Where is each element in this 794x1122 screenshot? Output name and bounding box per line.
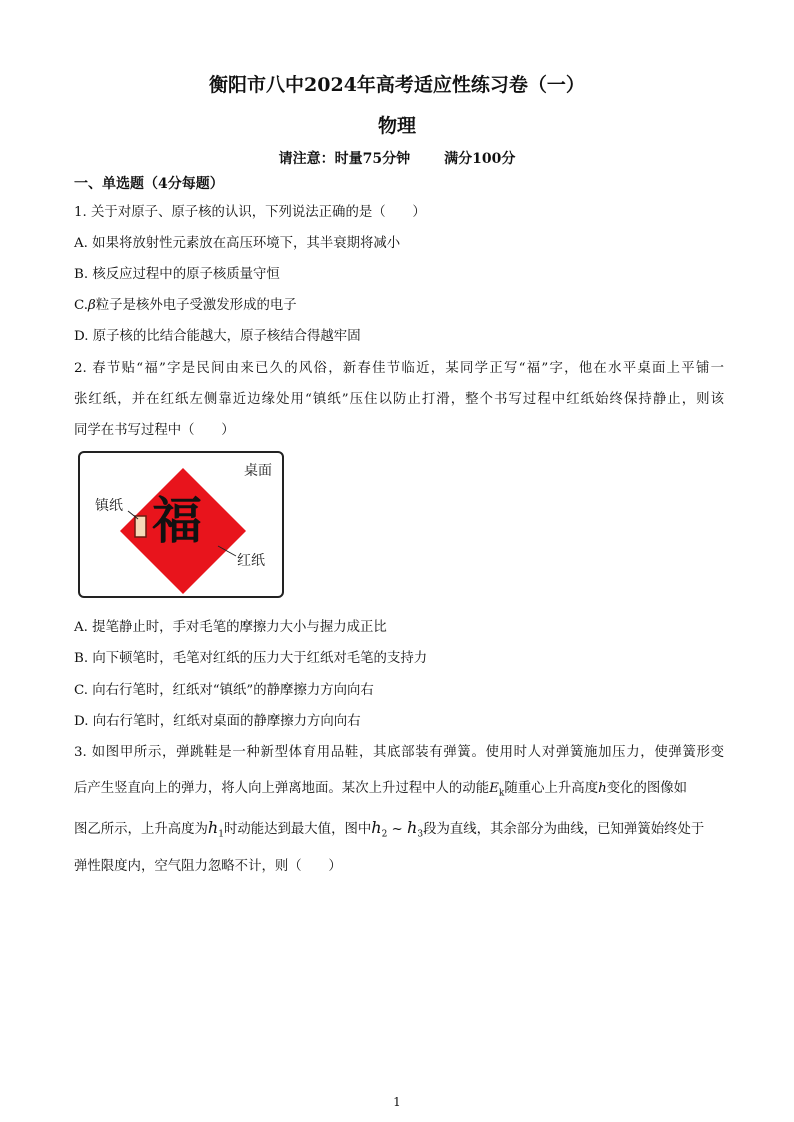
- section-heading: 一、单选题（4分每题）: [74, 176, 224, 192]
- q2-option-d: D. 向右行笔时，红纸对桌面的静摩擦力方向向右: [74, 714, 361, 729]
- q1-option-a: A. 如果将放射性元素放在高压环境下，其半衰期将减小: [74, 236, 401, 251]
- fu-character: 福: [152, 491, 202, 550]
- q2-stem-line3: 同学在书写过程中（ ）: [74, 423, 235, 438]
- paper-label: 红纸: [237, 553, 265, 569]
- full-score: 满分100分: [444, 151, 516, 167]
- exam-notice: [0, 148, 794, 168]
- subject-title: 物理: [377, 115, 416, 137]
- h3-symbol: h: [407, 818, 418, 837]
- q3-stem-line1: 3. 如图甲所示，弹跳鞋是一种新型体育用品鞋，其底部装有弹簧。使用时人对弹簧施加压力，使弹簧形变: [74, 745, 724, 760]
- q1-option-c: [74, 294, 724, 313]
- q1-option-b: B. 核反应过程中的原子核质量守恒: [74, 267, 280, 282]
- h-symbol: h: [598, 781, 607, 796]
- page-number: 1: [393, 1095, 401, 1109]
- weight-label: 镇纸: [95, 498, 123, 514]
- q2-option-a: A. 提笔静止时，手对毛笔的摩擦力大小与握力成正比: [74, 620, 387, 635]
- q2-option-b: B. 向下顿笔时，毛笔对红纸的压力大于红纸对毛笔的支持力: [74, 651, 428, 666]
- q3-stem-line2: 后产生竖直向上的弹力，将人向上弹离地面。某次上升过程中人的动能$E_k$随重心上升高度h变化的图像如: [74, 781, 688, 799]
- q2-figure: [78, 451, 284, 598]
- h2-symbol: h: [371, 818, 382, 837]
- beta-symbol: β: [88, 298, 96, 313]
- q2-stem-line1: 2. 春节贴“福”字是民间由来已久的风俗，新春佳节临近，某同学正写“福”字，他在水平桌面上平铺一: [74, 361, 724, 376]
- q3-stem-line4: 弹性限度内，空气阻力忽略不计，则（ ）: [74, 859, 342, 874]
- desk-label: 桌面: [244, 463, 272, 479]
- q2-stem-line2: 张红纸，并在红纸左侧靠近边缘处用“镇纸”压住以防止打滑，整个书写过程中红纸始终保持静止，则该: [74, 392, 724, 407]
- q1-option-d: D. 原子核的比结合能越大，原子核结合得越牢固: [74, 329, 361, 344]
- paperweight: [135, 516, 146, 537]
- q2-option-c: C. 向右行笔时，红纸对“镇纸”的静摩擦力方向向右: [74, 683, 374, 698]
- q1-option-c-text: 粒子是核外电子受激发形成的电子: [95, 298, 297, 313]
- q1-stem: 1. 关于对原子、原子核的认识，下列说法正确的是（ ）: [74, 205, 426, 220]
- time-limit: 请注意：时量75分钟: [278, 151, 411, 167]
- q1-option-c-prefix: C.: [74, 298, 89, 313]
- h1-symbol: h: [207, 818, 219, 837]
- q3-stem-line3: 图乙所示，上升高度为$h_1$时动能达到最大值，图中$h_2$ ~ $h_3$段为直线，其余部分为曲线，已知弹簧始终处于: [74, 818, 705, 840]
- ek-symbol: E: [489, 781, 499, 796]
- exam-title: 衡阳市八中2024年高考适应性练习卷（一）: [209, 74, 585, 96]
